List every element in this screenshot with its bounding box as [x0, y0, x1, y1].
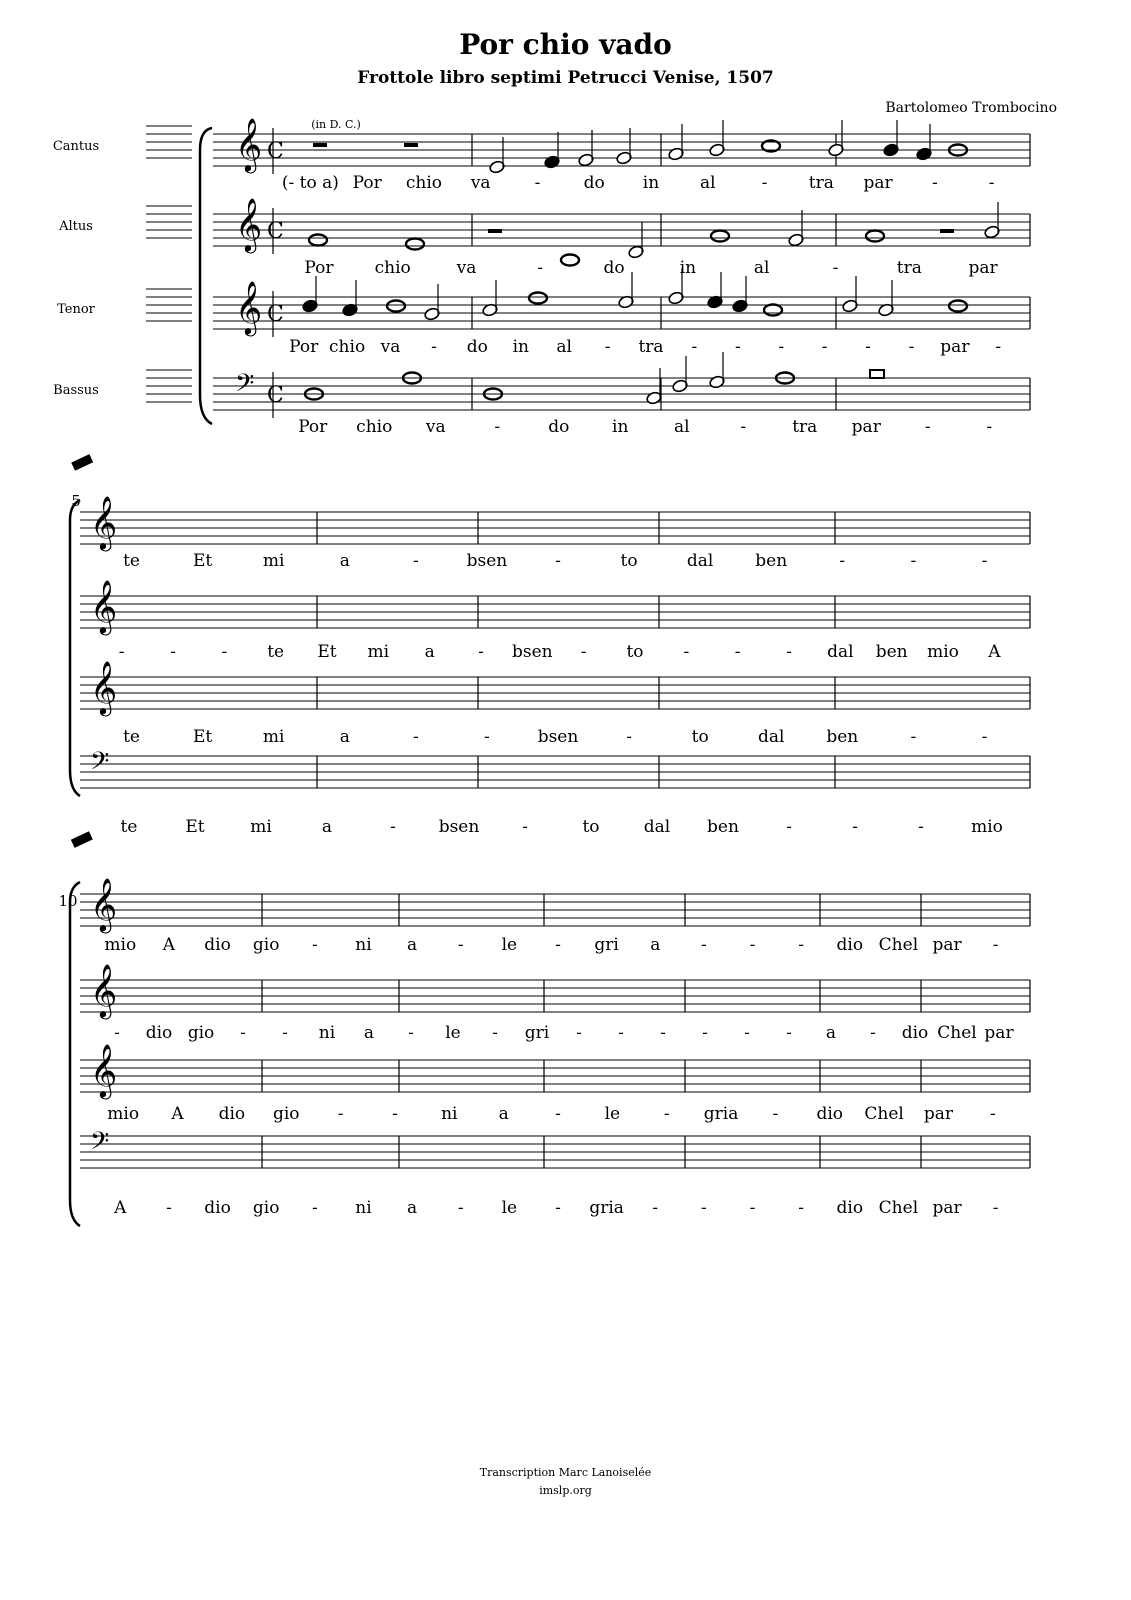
lyric-syllable: mi [367, 642, 390, 662]
measure-number: 10 [58, 892, 78, 910]
whole-note [529, 293, 547, 304]
lyric-syllable: - [240, 1023, 246, 1043]
lyric-syllable: - [412, 727, 419, 747]
lyric-syllable: par [932, 935, 962, 955]
lyric-syllable: ni [355, 935, 372, 955]
lyric-syllable: gio [272, 1104, 300, 1124]
lyric-syllable: - [580, 642, 587, 662]
lyric-syllable: - [740, 417, 747, 437]
whole-note [387, 301, 405, 312]
lyric-syllable: - [626, 727, 632, 747]
treble-clef-icon: 𝄞 [90, 963, 118, 1017]
lyric-syllable: - [660, 1023, 666, 1043]
lyric-syllable: dal [827, 642, 854, 662]
lyric-syllable: a [424, 642, 435, 662]
lyric-syllable: dal [643, 817, 671, 837]
lyric-syllable: - [744, 1023, 750, 1043]
lyric-syllable: Et [185, 817, 205, 837]
lyric-syllable: - [786, 642, 792, 662]
lyric-syllable: - [910, 551, 917, 571]
treble-clef-icon: 𝄞 [90, 1043, 118, 1097]
lyric-syllable: - [492, 1023, 498, 1043]
lyric-syllable: te [267, 642, 285, 662]
lyric-syllable: le [445, 1023, 461, 1043]
lyric-syllable: tra [808, 173, 834, 193]
lyric-syllable: par [851, 417, 881, 437]
lyric-syllable: in [679, 258, 697, 278]
lyric-syllable: - [870, 1023, 876, 1043]
lyric-syllable: do [583, 173, 605, 193]
lyric-syllable: - [992, 1198, 999, 1218]
lyric-syllable: - [924, 417, 931, 437]
lyric-syllable: a [498, 1104, 509, 1124]
lyric-syllable: - [412, 551, 419, 571]
treble-clef-icon: 𝄞 [90, 579, 118, 633]
lyric-syllable: chio [329, 337, 366, 357]
lyric-syllable: ni [355, 1198, 372, 1218]
lyric-syllable: te [120, 817, 138, 837]
lyric-syllable: va [470, 173, 491, 193]
transcription-credit: Transcription Marc Lanoiselée [479, 1466, 652, 1479]
lyric-syllable: - [652, 1198, 659, 1218]
lyric-syllable: - [981, 727, 988, 747]
lyric-syllable: mio [104, 935, 137, 955]
lyric-syllable: a [321, 817, 333, 837]
whole-note [866, 231, 884, 242]
lyric-syllable: gio [252, 935, 280, 955]
lyric-syllable: - [311, 935, 318, 955]
cut-time-icon: C [267, 302, 284, 327]
lyric-syllable: - [408, 1023, 414, 1043]
system-bracket [200, 128, 212, 424]
lyric-syllable: par [968, 258, 998, 278]
lyric-syllable: - [576, 1023, 582, 1043]
lyric-syllable: Chel [878, 1198, 919, 1218]
lyric-syllable: - [786, 1023, 792, 1043]
lyric-syllable: - [618, 1023, 624, 1043]
measure-number: 5 [71, 492, 81, 510]
lyric-syllable: par [940, 337, 970, 357]
lyric-syllable: te [123, 727, 140, 747]
cut-time-icon: C [267, 139, 284, 164]
rest [404, 143, 418, 147]
lyric-syllable: - [989, 1104, 996, 1124]
lyric-syllable: - [691, 337, 698, 357]
lyric-syllable: gio [187, 1023, 215, 1043]
lyric-syllable: - [749, 1198, 756, 1218]
voice-label-tenor: Tenor [57, 302, 95, 317]
lyric-syllable: - [392, 1104, 398, 1124]
lyric-syllable: bsen [438, 817, 480, 837]
lyric-syllable: a [339, 551, 350, 571]
lyric-syllable: ben [875, 642, 908, 662]
lyric-syllable: - [701, 935, 707, 955]
whole-note [561, 255, 579, 266]
lyric-syllable: dio [816, 1104, 844, 1124]
lyric-syllable: par [984, 1023, 1014, 1043]
lyric-syllable: - [761, 173, 768, 193]
lyric-syllable: - [910, 727, 917, 747]
custos-icon [71, 831, 93, 848]
lyric-syllable: va [380, 337, 401, 357]
whole-note [406, 239, 424, 250]
lyric-syllable: - [555, 551, 561, 571]
lyric-syllable: - [798, 1198, 805, 1218]
lyric-syllable: dio [218, 1104, 246, 1124]
lyric-syllable: do [603, 258, 625, 278]
lyric-syllable: - [282, 1023, 288, 1043]
page-title: Por chio vado [459, 28, 672, 61]
lyric-syllable: dal [757, 727, 785, 747]
lyric-syllable: gri [524, 1023, 550, 1043]
lyric-syllable: mi [262, 551, 285, 571]
lyric-syllable: - [772, 1104, 779, 1124]
lyric-syllable: (- to a) [281, 173, 339, 193]
lyric-syllable: - [337, 1104, 344, 1124]
lyric-syllable: - [981, 551, 988, 571]
lyric-syllable: A [114, 1198, 127, 1218]
lyric-syllable: a [650, 935, 661, 955]
whole-note [309, 235, 327, 246]
annotation-text: (in D. C.) [311, 118, 361, 131]
lyric-syllable: al [673, 417, 690, 437]
lyric-syllable: A [171, 1104, 184, 1124]
lyric-syllable: par [923, 1104, 954, 1124]
lyric-syllable: Por [352, 173, 382, 193]
lyric-syllable: to [582, 817, 600, 837]
lyric-syllable: - [832, 258, 839, 278]
page-subtitle: Frottole libro septimi Petrucci Venise, 1507 [357, 68, 774, 88]
lyric-syllable: - [555, 1198, 561, 1218]
lyric-syllable: Et [192, 727, 213, 747]
lyric-syllable: - [170, 642, 176, 662]
lyric-syllable: dio [901, 1023, 929, 1043]
lyric-syllable: - [494, 417, 501, 437]
lyric-syllable: bsen [537, 727, 579, 747]
lyric-syllable: mio [927, 642, 959, 662]
lyric-syllable: - [865, 337, 871, 357]
lyric-syllable: ni [441, 1104, 458, 1124]
lyric-syllable: A [988, 642, 1001, 662]
lyric-syllable: bsen [512, 642, 553, 662]
lyric-syllable: gria [703, 1104, 739, 1124]
lyric-syllable: to [626, 642, 644, 662]
lyric-syllable: Por [298, 417, 328, 437]
lyric-syllable: ni [318, 1023, 336, 1043]
lyric-syllable: dio [836, 935, 864, 955]
lyric-syllable: - [749, 935, 756, 955]
lyric-syllable: - [683, 642, 690, 662]
lyric-syllable: - [839, 551, 846, 571]
lyric-syllable: bsen [466, 551, 508, 571]
lyric-syllable: - [986, 417, 993, 437]
lyric-syllable: - [734, 337, 741, 357]
lyric-syllable: a [339, 727, 350, 747]
lyric-syllable: - [537, 258, 544, 278]
lyric-syllable: - [852, 817, 858, 837]
lyric-syllable: - [311, 1198, 318, 1218]
lyric-syllable: in [612, 417, 629, 437]
lyric-syllable: - [522, 817, 528, 837]
lyric-syllable: a [407, 1198, 418, 1218]
lyric-syllable: Chel [937, 1023, 977, 1043]
whole-note [949, 301, 967, 312]
system-bracket [70, 500, 80, 796]
composer-name: Bartolomeo Trombocino [885, 100, 1057, 116]
lyric-syllable: - [390, 817, 396, 837]
lyric-syllable: mio [107, 1104, 140, 1124]
lyric-syllable: - [484, 727, 490, 747]
lyric-syllable: Por [289, 337, 319, 357]
lyric-syllable: - [221, 642, 228, 662]
lyric-syllable: to [691, 727, 709, 747]
lyric-syllable: - [457, 935, 464, 955]
lyric-syllable: do [548, 417, 570, 437]
lyric-syllable: - [166, 1198, 172, 1218]
lyric-syllable: mi [262, 727, 285, 747]
treble-clef-icon: 𝄞 [90, 495, 118, 549]
lyric-syllable: gri [594, 935, 619, 955]
lyric-syllable: - [457, 1198, 464, 1218]
lyric-syllable: - [534, 173, 541, 193]
lyric-syllable: al [556, 337, 572, 357]
lyric-syllable: to [620, 551, 638, 571]
lyric-syllable: al [699, 173, 716, 193]
lyric-syllable: - [778, 337, 785, 357]
lyric-syllable: mio [971, 817, 1003, 837]
bass-clef-icon: 𝄢 [90, 1127, 110, 1162]
bass-clef-icon: 𝄢 [235, 369, 255, 404]
lyric-syllable: al [753, 258, 770, 278]
treble-clef-icon: 𝄞 [235, 197, 263, 251]
rest [940, 229, 954, 233]
lyric-syllable: chio [405, 173, 443, 193]
site-credit: imslp.org [539, 1484, 592, 1497]
lyric-syllable: - [918, 817, 924, 837]
lyric-syllable: Chel [878, 935, 919, 955]
voice-label-bassus: Bassus [53, 383, 99, 398]
lyric-syllable: - [995, 337, 1002, 357]
lyric-syllable: le [501, 1198, 518, 1218]
lyric-syllable: in [512, 337, 529, 357]
lyric-syllable: a [407, 935, 418, 955]
lyric-syllable: - [931, 173, 938, 193]
custos-icon [71, 454, 93, 471]
lyric-syllable: le [501, 935, 518, 955]
lyric-syllable: A [162, 935, 176, 955]
system-bracket [70, 882, 80, 1226]
lyric-syllable: le [604, 1104, 621, 1124]
lyric-syllable: - [702, 1023, 708, 1043]
lyric-syllable: - [431, 337, 437, 357]
lyric-syllable: - [118, 642, 125, 662]
lyric-syllable: - [734, 642, 741, 662]
lyric-syllable: - [701, 1198, 707, 1218]
lyric-syllable: par [863, 173, 893, 193]
lyric-syllable: do [466, 337, 488, 357]
lyric-syllable: tra [896, 258, 922, 278]
lyric-syllable: Et [317, 642, 337, 662]
lyric-syllable: - [604, 337, 611, 357]
lyric-syllable: va [456, 258, 477, 278]
lyric-syllable: Por [304, 258, 334, 278]
lyric-syllable: chio [356, 417, 393, 437]
lyric-syllable: va [425, 417, 446, 437]
lyric-syllable: - [798, 935, 805, 955]
treble-clef-icon: 𝄞 [90, 877, 118, 931]
treble-clef-icon: 𝄞 [235, 280, 263, 334]
lyric-syllable: - [114, 1023, 120, 1043]
lyric-syllable: tra [638, 337, 664, 357]
lyric-syllable: gio [252, 1198, 280, 1218]
lyric-syllable: - [908, 337, 915, 357]
whole-note [711, 231, 729, 242]
lyric-syllable: gria [589, 1198, 624, 1218]
lyric-syllable: ben [826, 727, 859, 747]
treble-clef-icon: 𝄞 [90, 660, 118, 714]
cut-time-icon: C [267, 383, 284, 408]
lyric-syllable: - [992, 935, 999, 955]
lyric-syllable: - [988, 173, 995, 193]
lyric-syllable: ben [755, 551, 788, 571]
lyric-syllable: - [555, 935, 561, 955]
lyric-syllable: dal [686, 551, 714, 571]
lyric-syllable: - [663, 1104, 670, 1124]
lyric-syllable: tra [792, 417, 818, 437]
lyric-syllable: a [825, 1023, 837, 1043]
lyric-syllable: chio [374, 258, 411, 278]
lyric-syllable: ben [707, 817, 739, 837]
lyric-syllable: dio [204, 935, 231, 955]
lyric-syllable: - [786, 817, 792, 837]
whole-note [764, 305, 782, 316]
lyric-syllable: - [478, 642, 484, 662]
bass-clef-icon: 𝄢 [90, 747, 110, 782]
lyric-syllable: - [555, 1104, 561, 1124]
rest [313, 143, 327, 147]
lyric-syllable: dio [836, 1198, 864, 1218]
lyric-syllable: Chel [864, 1104, 904, 1124]
voice-label-altus: Altus [59, 219, 93, 234]
lyric-syllable: dio [204, 1198, 231, 1218]
treble-clef-icon: 𝄞 [235, 117, 263, 171]
lyric-syllable: Et [192, 551, 213, 571]
lyric-syllable: par [932, 1198, 962, 1218]
cut-time-icon: C [267, 219, 284, 244]
voice-label-cantus: Cantus [52, 139, 100, 154]
breve-note [870, 370, 884, 378]
lyric-syllable: in [642, 173, 660, 193]
rest [488, 229, 502, 233]
lyric-syllable: te [123, 551, 140, 571]
lyric-syllable: dio [145, 1023, 173, 1043]
lyric-syllable: mi [250, 817, 272, 837]
lyric-syllable: - [821, 337, 828, 357]
lyric-syllable: a [363, 1023, 375, 1043]
